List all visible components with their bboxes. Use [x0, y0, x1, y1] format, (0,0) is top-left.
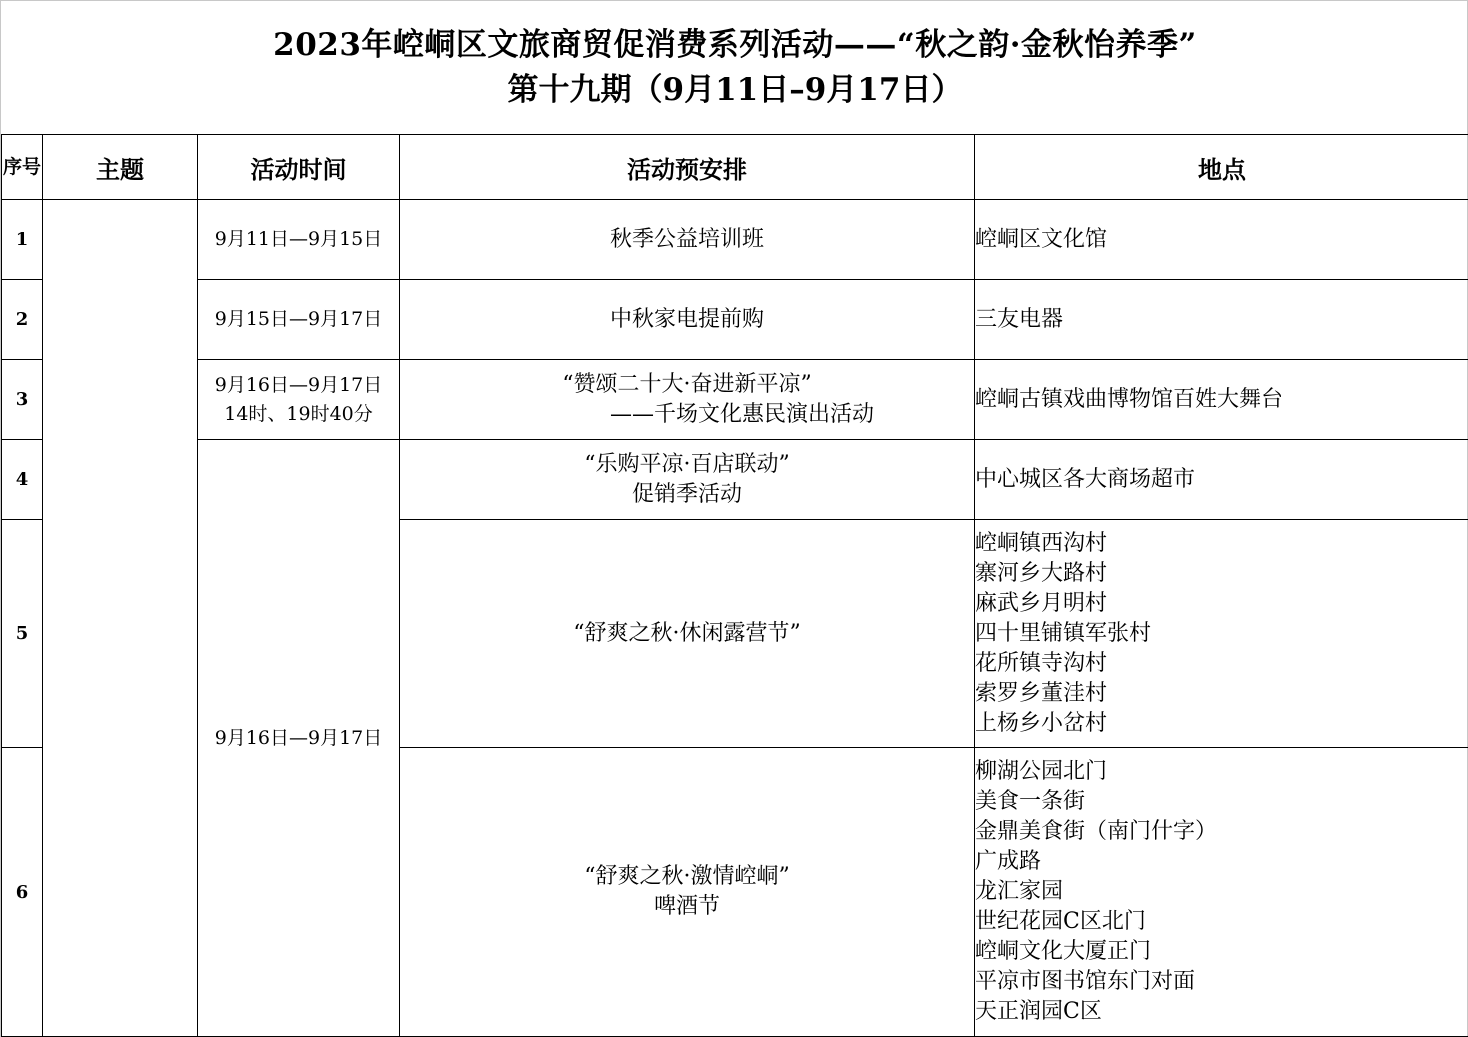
header-activity: 活动预安排 [400, 135, 975, 200]
time-line: 14时、19时40分 [224, 402, 373, 425]
row-place [975, 360, 1468, 440]
place-line: 四十里铺镇军张村 [975, 620, 1152, 646]
row-activity [400, 520, 975, 748]
theme-cell [43, 200, 198, 1037]
place-line: 花所镇寺沟村 [975, 650, 1108, 676]
header-theme: 主题 [43, 135, 198, 200]
place-line: 崆峒古镇戏曲博物馆百姓大舞台 [975, 386, 1284, 412]
place-line: 金鼎美食街（南门什字） [975, 819, 1218, 844]
row-activity [400, 280, 975, 360]
place-line: 中心城区各大商场超市 [975, 466, 1196, 492]
row-seq: 4 [2, 440, 43, 520]
place-line: 天正润园C区 [975, 999, 1102, 1024]
row-time: 9月15日—9月17日 [198, 280, 400, 360]
activity-line: “舒爽之秋·激情崆峒” [584, 864, 790, 889]
row-seq: 1 [2, 200, 43, 280]
row-activity [400, 440, 975, 520]
row-place [975, 200, 1468, 280]
header-place: 地点 [975, 135, 1468, 200]
row-seq: 2 [2, 280, 43, 360]
activity-line: 中秋家电提前购 [609, 306, 764, 332]
table-row [2, 280, 1468, 360]
place-line: 寨河乡大路村 [975, 560, 1108, 586]
row-place [975, 440, 1468, 520]
place-line: 美食一条街 [975, 789, 1086, 814]
place-line: 崆峒区文化馆 [975, 226, 1108, 252]
activity-line: 促销季活动 [631, 481, 742, 507]
place-line: 三友电器 [975, 306, 1064, 332]
row-seq: 6 [2, 748, 43, 1037]
place-line: 平凉市图书馆东门对面 [975, 969, 1196, 994]
place-line: 麻武乡月明村 [975, 590, 1108, 616]
row-activity [400, 200, 975, 280]
schedule-table [1, 134, 1468, 1037]
row-place [975, 520, 1468, 748]
place-line: 柳湖公园北门 [975, 759, 1108, 784]
row-seq: 3 [2, 360, 43, 440]
activity-line: “乐购平凉·百店联动” [584, 451, 790, 477]
row-time: 9月11日—9月15日 [198, 200, 400, 280]
title-line-2: 第十九期（9月11日–9月17日） [507, 72, 963, 108]
time-line: 9月16日—9月17日 [214, 373, 383, 396]
row-activity [400, 748, 975, 1037]
row-activity [400, 360, 975, 440]
table-row [2, 360, 1468, 440]
place-line: 世纪花园C区北门 [975, 909, 1146, 934]
activity-line: 秋季公益培训班 [609, 226, 764, 252]
row-place [975, 748, 1468, 1037]
header-seq: 序号 [2, 135, 43, 200]
place-line: 龙汇家园 [975, 879, 1064, 904]
place-line: 崆峒文化大厦正门 [975, 939, 1152, 964]
row-seq: 5 [2, 520, 43, 748]
place-line: 索罗乡董洼村 [975, 680, 1108, 706]
document-title [1, 1, 1468, 134]
table-row [2, 200, 1468, 280]
activity-line: “赞颂二十大·奋进新平凉” [562, 371, 812, 397]
place-line: 上杨乡小岔村 [975, 710, 1108, 736]
title-line-1: 2023年崆峒区文旅商贸促消费系列活动——“秋之韵·金秋怡养季” [273, 27, 1197, 63]
place-line: 崆峒镇西沟村 [975, 530, 1108, 556]
activity-line: “舒爽之秋·休闲露营节” [573, 620, 801, 646]
header-time: 活动时间 [198, 135, 400, 200]
activity-line: 啤酒节 [653, 894, 720, 919]
place-line: 广成路 [975, 849, 1042, 874]
row-time [198, 360, 400, 440]
row-place [975, 280, 1468, 360]
activity-line: ——千场文化惠民演出活动 [609, 401, 874, 427]
shared-time-cell: 9月16日—9月17日 [198, 440, 400, 1037]
table-row [2, 440, 1468, 520]
